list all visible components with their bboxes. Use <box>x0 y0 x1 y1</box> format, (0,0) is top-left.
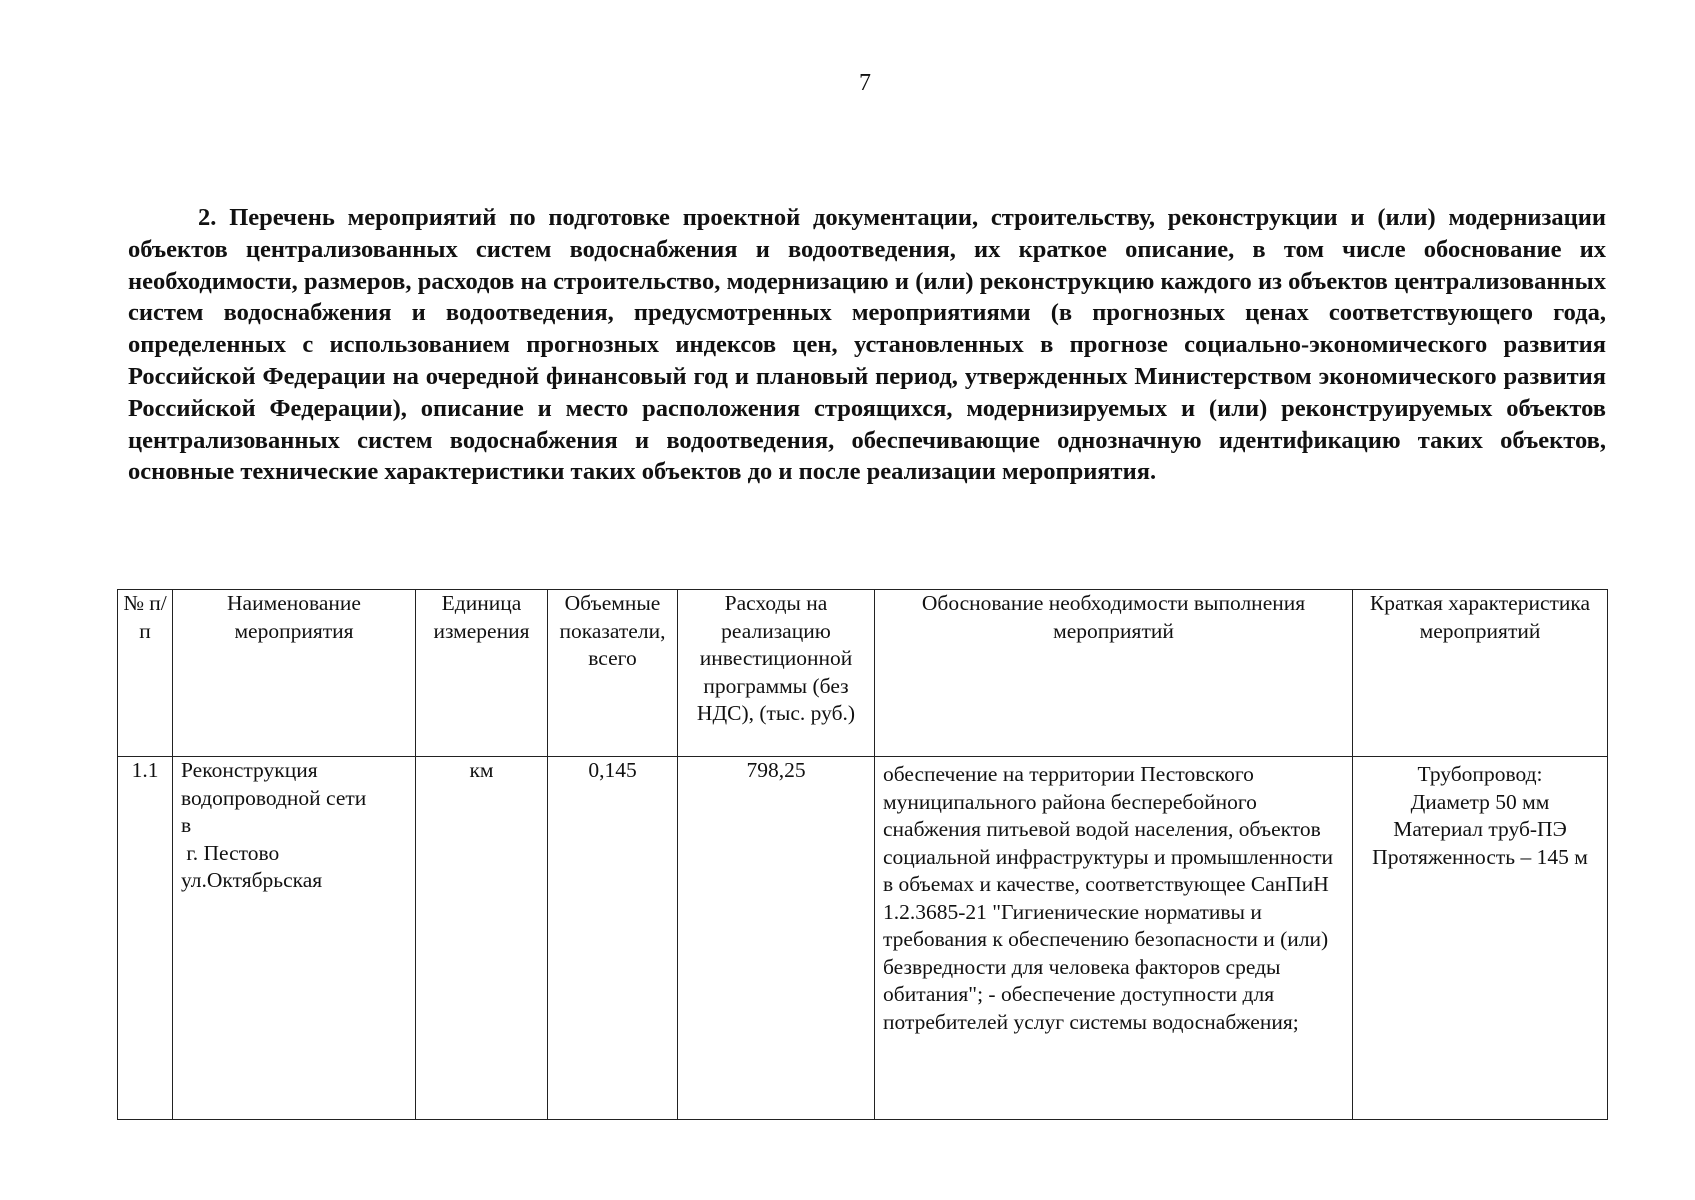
header-cost: Расходы на реализацию инвестиционной программы (без НДС), (тыс. руб.) <box>678 590 875 757</box>
cell-unit: км <box>416 757 548 1120</box>
cell-cost: 798,25 <box>678 757 875 1120</box>
cell-name <box>173 757 416 1120</box>
cell-description-line: Диаметр 50 мм <box>1410 789 1550 814</box>
section-heading: 2. Перечень мероприятий по подготовке проектной документации, строительству, реконструкции и (или) модернизации объектов централизованных систем водоснабжения и водоотведения, их краткое описание, в том числе обоснование их необходимости, размеров, расходов на строительство, модернизацию и (или) реконструкцию каждого из объектов централизованных систем водоснабжения и водоотведения, предусмотренных мероприятиями (в прогнозных ценах соответствующего года, определенных с использованием прогнозных индексов цен, установленных в прогнозе социально-экономического развития Российской Федерации на очередной финансовый год и плановый период, утвержденных Министерством экономического развития Российской Федерации), описание и место расположения строящихся, модернизируемых и (или) реконструируемых объектов централизованных систем водоснабжения и водоотведения, обеспечивающие однозначную идентификацию таких объектов, основные технические характеристики таких объектов до и после реализации мероприятия. <box>128 204 1606 486</box>
header-volume: Объемные показатели, всего <box>548 590 678 757</box>
table-row <box>118 757 1608 1120</box>
cell-description-line: Протяженность – 145 м <box>1372 844 1588 869</box>
cell-description-line: Материал труб-ПЭ <box>1393 817 1567 841</box>
table-header-row <box>118 590 1608 757</box>
cell-name-line: в <box>181 813 192 837</box>
cell-num: 1.1 <box>118 757 173 1120</box>
header-unit: Единица измерения <box>416 590 548 757</box>
header-num: № п/п <box>118 590 173 757</box>
header-name: Наименование мероприятия <box>173 590 416 757</box>
header-description: Краткая характеристика мероприятий <box>1353 590 1608 757</box>
cell-volume: 0,145 <box>548 757 678 1120</box>
cell-name-line: ул.Октябрьская <box>181 868 323 892</box>
page-number: 7 <box>859 70 871 96</box>
header-justification: Обоснование необходимости выполнения мероприятий <box>875 590 1353 757</box>
cell-name-line: Реконструкция <box>181 758 318 782</box>
cell-name-line: г. Пестово <box>181 840 280 865</box>
cell-description <box>1353 757 1608 1120</box>
cell-justification: обеспечение на территории Пестовского муниципального района бесперебойного снабжения питьевой водой населения, объектов социальной инфраструктуры и промышленности в объемах и качестве, соответствующее СанПиН 1.2.3685-21 "Гигиенические нормативы и требования к обеспечению безопасности и (или) безвредности для человека факторов среды обитания"; - обеспечение доступности для потребителей услуг системы водоснабжения; <box>875 757 1353 1120</box>
measures-table <box>117 589 1608 1120</box>
cell-name-line: водопроводной сети <box>181 785 367 810</box>
cell-description-line: Трубопровод: <box>1417 762 1543 786</box>
